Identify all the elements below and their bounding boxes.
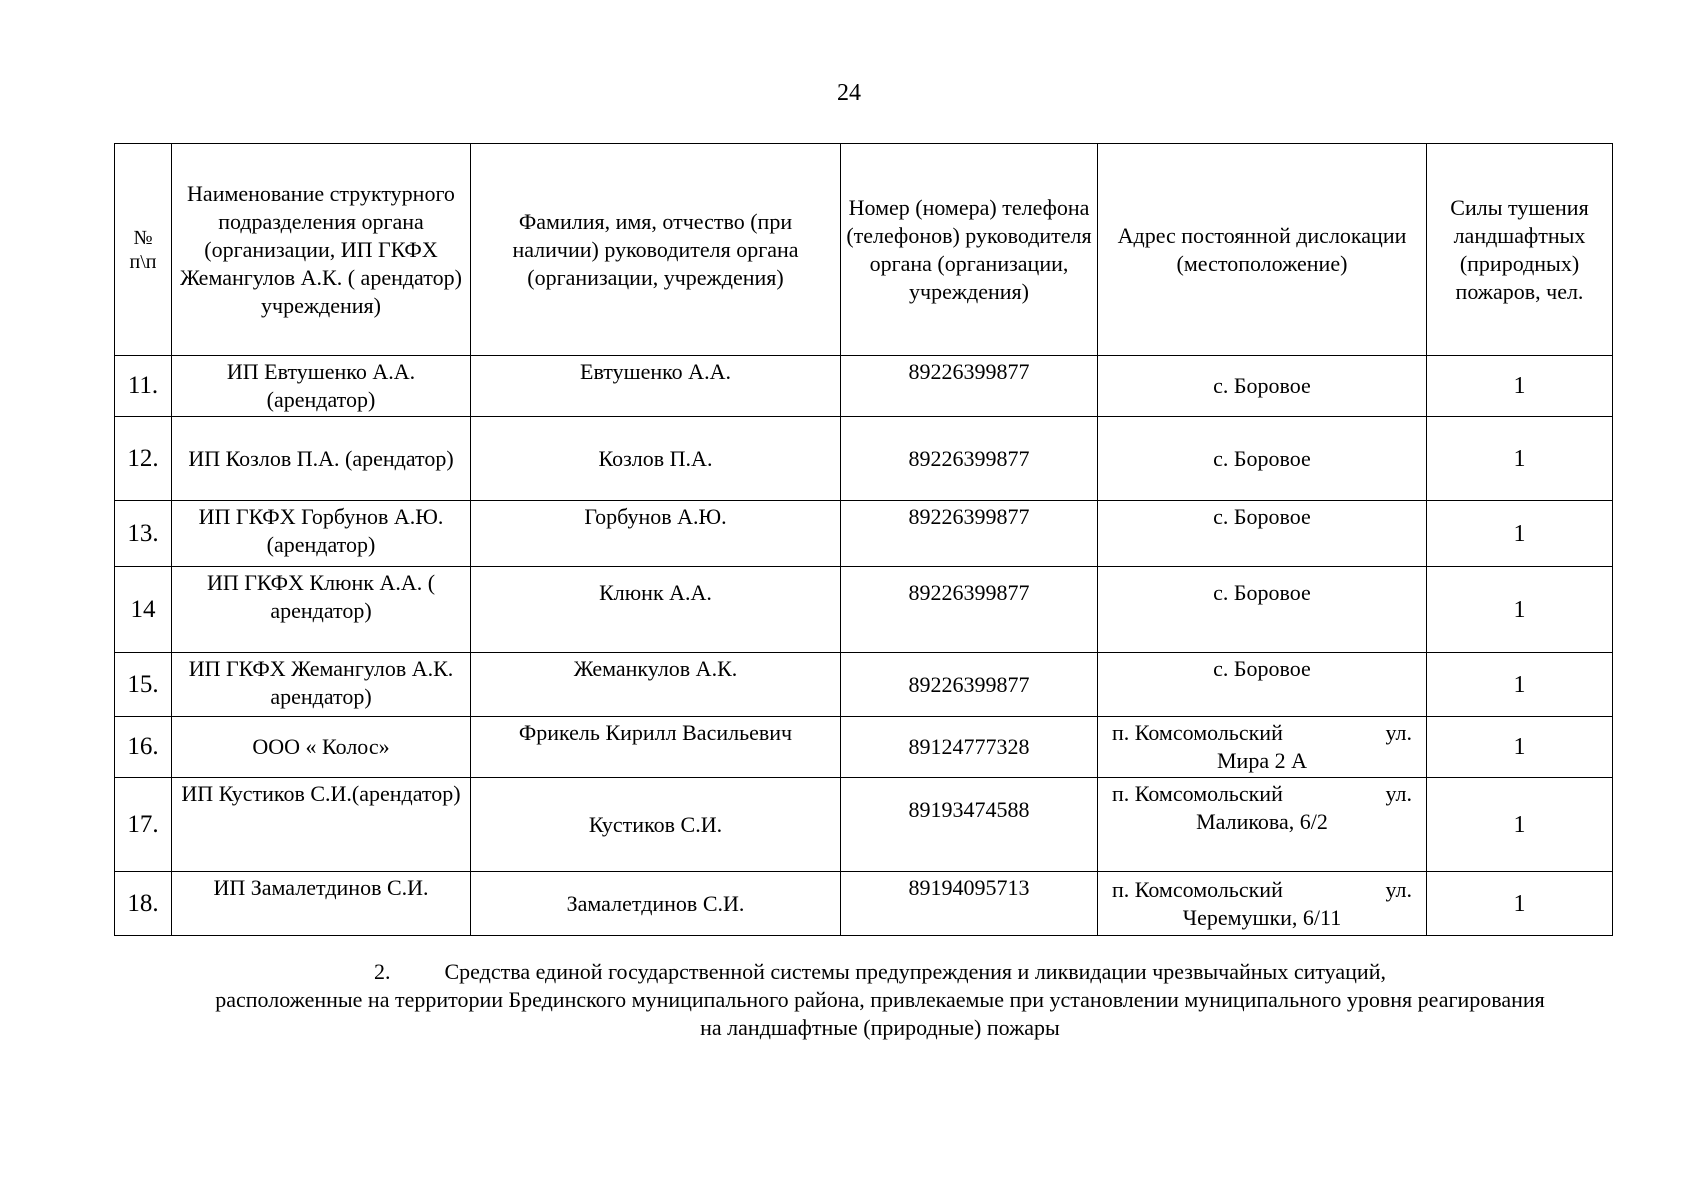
row-num: 12. (115, 417, 172, 501)
row-phone: 89226399877 (841, 417, 1098, 501)
table-row (115, 653, 1613, 717)
row-phone: 89226399877 (841, 567, 1098, 653)
address-street-prefix: ул. (1385, 720, 1412, 745)
row-phone: 89226399877 (841, 501, 1098, 567)
row-address (1098, 778, 1427, 872)
row-head: Клюнк А.А. (471, 567, 841, 653)
row-org: ИП ГКФХ Клюнк А.А. ( арендатор) (172, 567, 471, 653)
section-title-line-2: расположенные на территории Брединского муниципального района, привлекаемые при установлении муниципального уровня реагирования (215, 987, 1545, 1012)
section-heading (140, 958, 1620, 1042)
row-forces: 1 (1427, 872, 1613, 936)
section-heading-line-1 (140, 958, 1620, 986)
row-forces: 1 (1427, 717, 1613, 778)
header-org: Наименование структурного подразделения органа (организации, ИП ГКФХ Жемангулов А.К. ( арендатор) учреждения) (172, 144, 471, 356)
row-address: с. Боровое (1098, 356, 1427, 417)
address-line-2: Маликова, 6/2 (1196, 809, 1328, 834)
row-address: с. Боровое (1098, 417, 1427, 501)
table-row (115, 356, 1613, 417)
row-num: 17. (115, 778, 172, 872)
row-address (1098, 872, 1427, 936)
table-row (115, 417, 1613, 501)
row-phone: 89194095713 (841, 872, 1098, 936)
row-num: 11. (115, 356, 172, 417)
row-address: с. Боровое (1098, 653, 1427, 717)
row-org: ИП Кустиков С.И.(арендатор) (172, 778, 471, 872)
header-address: Адрес постоянной дислокации (местоположение) (1098, 144, 1427, 356)
table-row (115, 872, 1613, 936)
table-row (115, 778, 1613, 872)
fire-forces-table (114, 143, 1613, 936)
row-head: Замалетдинов С.И. (471, 872, 841, 936)
row-forces: 1 (1427, 501, 1613, 567)
row-address (1098, 717, 1427, 778)
section-title-line-3: на ландшафтные (природные) пожары (700, 1015, 1060, 1040)
row-head: Козлов П.А. (471, 417, 841, 501)
row-num: 13. (115, 501, 172, 567)
row-org: ИП ГКФХ Горбунов А.Ю. (арендатор) (172, 501, 471, 567)
row-address: с. Боровое (1098, 567, 1427, 653)
row-org: ООО « Колос» (172, 717, 471, 778)
row-org: ИП Евтушенко А.А.(арендатор) (172, 356, 471, 417)
header-phone: Номер (номера) телефона (телефонов) руководителя органа (организации, учреждения) (841, 144, 1098, 356)
address-line-1 (1102, 719, 1422, 747)
table-row (115, 501, 1613, 567)
row-phone: 89226399877 (841, 356, 1098, 417)
table-row (115, 717, 1613, 778)
page-number: 24 (837, 80, 861, 106)
header-num: № п\п (115, 144, 172, 356)
address-settlement: п. Комсомольский (1112, 781, 1283, 806)
row-forces: 1 (1427, 653, 1613, 717)
row-head: Евтушенко А.А. (471, 356, 841, 417)
address-settlement: п. Комсомольский (1112, 876, 1283, 902)
table-header-row (115, 144, 1613, 356)
section-title-line-1: Средства единой государственной системы предупреждения и ликвидации чрезвычайных ситуаций, (444, 959, 1386, 984)
row-org: ИП Козлов П.А. (арендатор) (172, 417, 471, 501)
address-line-1 (1102, 876, 1422, 904)
header-head: Фамилия, имя, отчество (при наличии) руководителя органа (организации, учреждения) (471, 144, 841, 356)
row-num: 15. (115, 653, 172, 717)
row-phone: 89193474588 (841, 778, 1098, 872)
row-forces: 1 (1427, 567, 1613, 653)
section-number: 2. (374, 959, 391, 984)
row-org: ИП ГКФХ Жемангулов А.К. арендатор) (172, 653, 471, 717)
address-line-2: Мира 2 А (1217, 748, 1307, 773)
row-org: ИП Замалетдинов С.И. (172, 872, 471, 936)
header-forces: Силы тушения ландшафтных (природных) пожаров, чел. (1427, 144, 1613, 356)
row-head: Фрикель Кирилл Васильевич (471, 717, 841, 778)
row-head: Горбунов А.Ю. (471, 501, 841, 567)
row-forces: 1 (1427, 778, 1613, 872)
row-forces: 1 (1427, 417, 1613, 501)
row-num: 14 (115, 567, 172, 653)
address-street-prefix: ул. (1385, 781, 1412, 806)
address-line-2: Черемушки, 6/11 (1182, 904, 1342, 930)
table-row (115, 567, 1613, 653)
address-street-prefix: ул. (1385, 876, 1412, 902)
row-num: 16. (115, 717, 172, 778)
row-address: с. Боровое (1098, 501, 1427, 567)
address-settlement: п. Комсомольский (1112, 720, 1283, 745)
row-head: Жеманкулов А.К. (471, 653, 841, 717)
address-line-1 (1102, 780, 1422, 808)
row-head: Кустиков С.И. (471, 778, 841, 872)
row-forces: 1 (1427, 356, 1613, 417)
row-num: 18. (115, 872, 172, 936)
row-phone: 89124777328 (841, 717, 1098, 778)
row-phone: 89226399877 (841, 653, 1098, 717)
